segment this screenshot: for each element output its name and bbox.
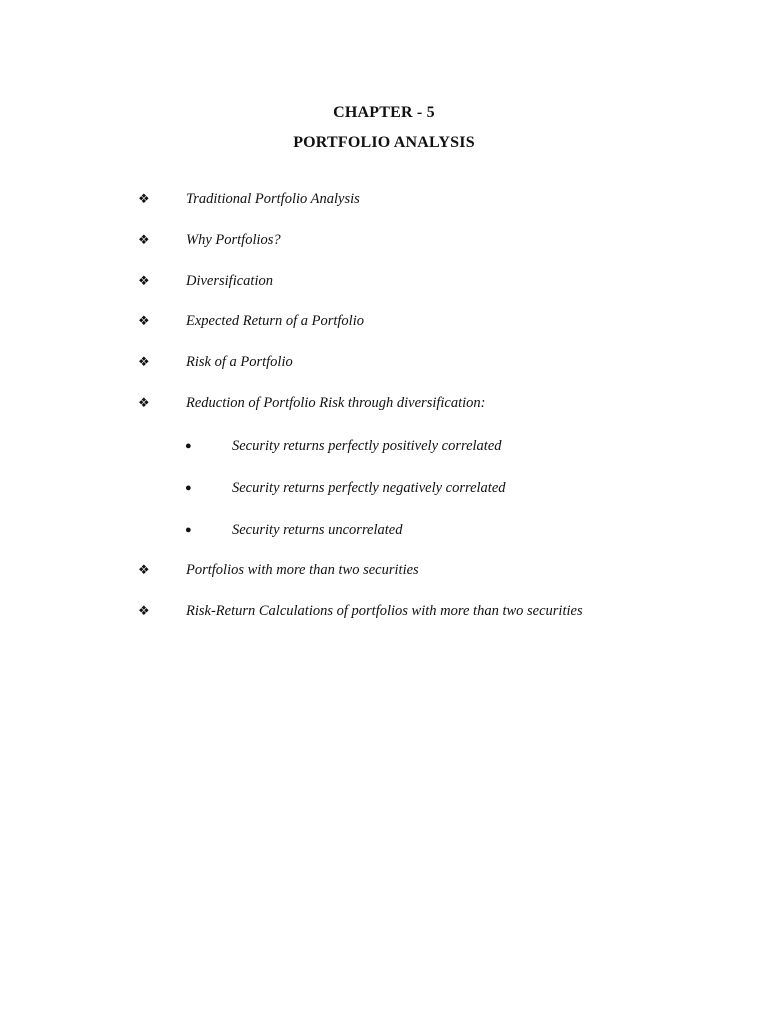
outline-item-text: Risk of a Portfolio: [186, 354, 293, 370]
chapter-number-heading: CHAPTER - 5: [333, 104, 435, 121]
outline-item-text: Expected Return of a Portfolio: [186, 313, 364, 329]
outline-item-text: Why Portfolios?: [186, 232, 281, 248]
outline-subitem-text: Security returns perfectly negatively correlated: [232, 480, 506, 496]
diamond-bullet-icon: ❖: [138, 603, 150, 618]
diamond-bullet-icon: ❖: [138, 562, 150, 577]
outline-item: [0, 601, 768, 621]
outline-item: [0, 560, 768, 580]
outline-item-text: Traditional Portfolio Analysis: [186, 191, 360, 207]
outline-item: [0, 271, 768, 291]
outline-subitem-text: Security returns uncorrelated: [232, 522, 403, 538]
outline-subitem: [0, 520, 768, 540]
diamond-bullet-icon: ❖: [138, 354, 150, 369]
outline-item: [0, 230, 768, 250]
outline-item: [0, 189, 768, 209]
outline-subitem: [0, 436, 768, 456]
round-bullet-icon: ●: [185, 482, 192, 494]
diamond-bullet-icon: ❖: [138, 313, 150, 328]
diamond-bullet-icon: ❖: [138, 395, 150, 410]
outline-item: [0, 393, 768, 413]
chapter-title-heading: PORTFOLIO ANALYSIS: [293, 134, 475, 151]
outline-item: [0, 311, 768, 331]
outline-item-text: Reduction of Portfolio Risk through diversification:: [186, 395, 486, 411]
outline-item-text: Risk-Return Calculations of portfolios with more than two securities: [186, 603, 583, 619]
diamond-bullet-icon: ❖: [138, 232, 150, 247]
outline-item: [0, 352, 768, 372]
outline-item-text: Diversification: [186, 273, 273, 289]
round-bullet-icon: ●: [185, 440, 192, 452]
outline-subitem-text: Security returns perfectly positively correlated: [232, 438, 502, 454]
outline-subitem: [0, 478, 768, 498]
outline-item-text: Portfolios with more than two securities: [186, 562, 419, 578]
round-bullet-icon: ●: [185, 524, 192, 536]
diamond-bullet-icon: ❖: [138, 273, 150, 288]
diamond-bullet-icon: ❖: [138, 191, 150, 206]
